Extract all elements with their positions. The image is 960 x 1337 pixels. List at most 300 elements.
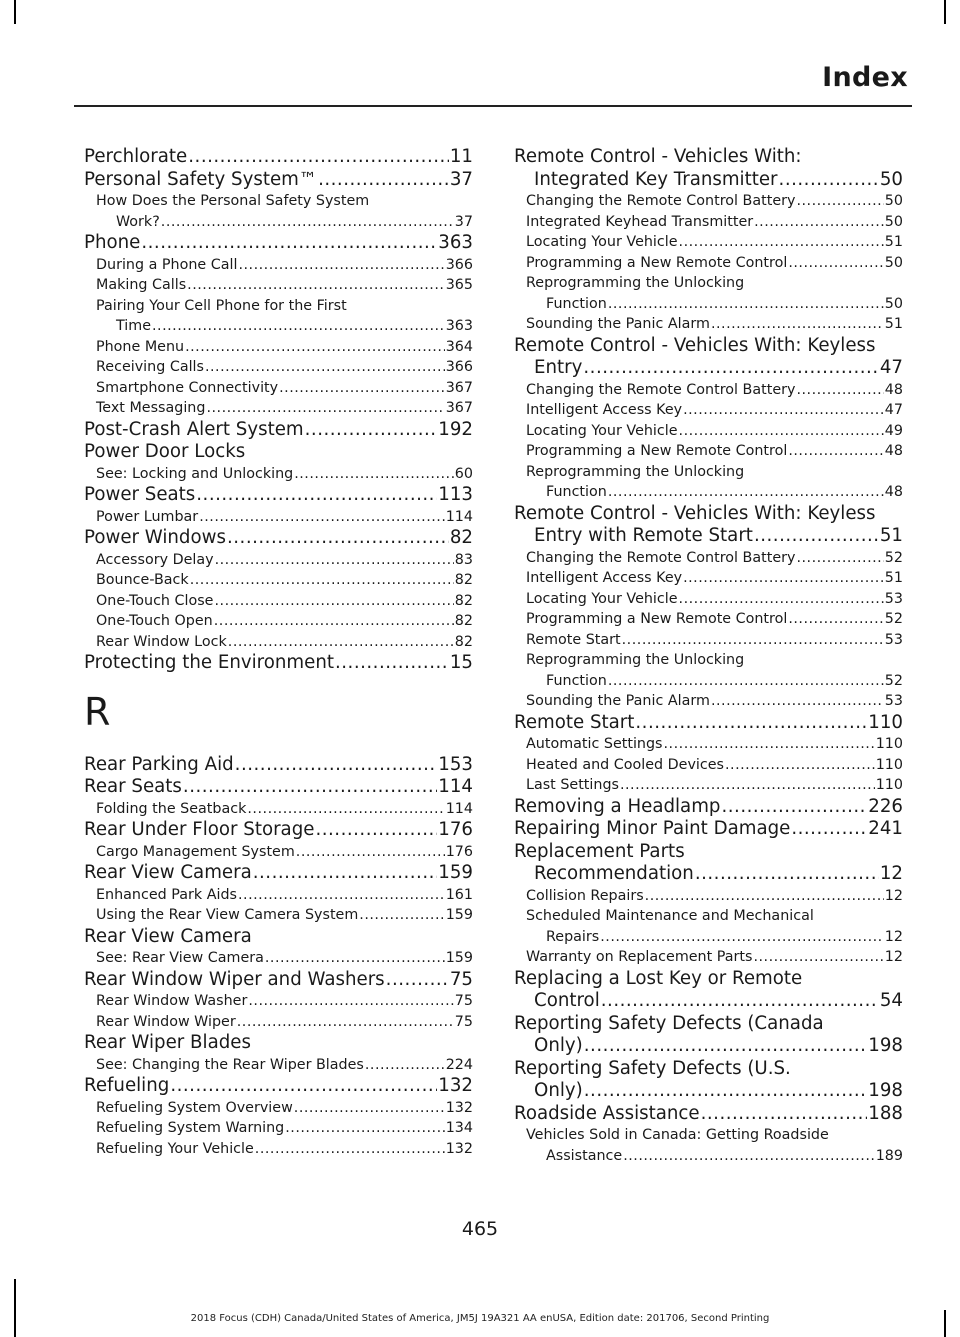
page-ref[interactable]: 114 [445, 508, 473, 525]
page-ref[interactable]: 50 [884, 295, 903, 312]
index-subentry-pairing-your-cell-phone-for-the-first[interactable] [84, 296, 473, 337]
index-subentry-rear-window-washer[interactable] [84, 991, 473, 1012]
entry-text: One-Touch Close [96, 592, 214, 609]
entry-text: Reprogramming the Unlocking [526, 652, 745, 668]
index-subentry-receiving-calls[interactable] [84, 357, 473, 378]
entry-text: Protecting the Environment [84, 652, 334, 673]
entry-text: Enhanced Park Aids [96, 886, 237, 903]
page-ref[interactable]: 12 [884, 887, 903, 904]
page-ref[interactable]: 83 [454, 551, 473, 568]
page-ref[interactable]: 367 [445, 379, 473, 396]
index-entry-post-crash-alert-system[interactable] [84, 419, 473, 442]
entry-text: Pairing Your Cell Phone for the First [96, 297, 347, 314]
footer-edition-info: 2018 Focus (CDH) Canada/United States of America, JM5J 19A321 AA enUSA, Edition date: 201706, Second Printing [190, 1313, 770, 1324]
index-subentry-collision-repairs[interactable] [514, 886, 903, 907]
index-subentry-folding-the-seatback[interactable] [84, 799, 473, 820]
page-ref[interactable]: 37 [454, 213, 473, 230]
index-subentry-refueling-your-vehicle[interactable] [84, 1139, 473, 1160]
page-ref[interactable]: 82 [449, 527, 473, 548]
index-subentry-one-touch-open[interactable] [84, 611, 473, 632]
index-entry-power-seats[interactable] [84, 484, 473, 507]
entry-text: Replacing a Lost Key or Remote [514, 967, 803, 989]
dot-leader [725, 755, 875, 776]
page-ref[interactable]: 114 [438, 776, 473, 797]
entry-text: During a Phone Call [96, 256, 238, 273]
page-ref[interactable]: 132 [445, 1140, 473, 1157]
page-ref[interactable]: 12 [884, 928, 903, 945]
entry-text-continued: Work? [116, 213, 160, 230]
dot-leader [238, 255, 444, 276]
index-subentry-how-does-the-personal-safety-system[interactable] [84, 191, 473, 232]
dot-leader [796, 380, 883, 401]
entry-text: Remote Control - Vehicles With: Keyless [514, 334, 876, 356]
page-ref[interactable]: 47 [884, 402, 903, 418]
page-ref[interactable]: 367 [445, 400, 473, 416]
entry-text: Automatic Settings [526, 736, 663, 752]
dot-leader [318, 169, 449, 192]
crop-mark-top-right [944, 0, 946, 24]
entry-text: Rear Seats [84, 776, 182, 797]
index-entry-power-door-locks[interactable] [84, 441, 473, 464]
index-subentry-sounding-the-panic-alarm[interactable] [514, 314, 903, 335]
entry-text: Vehicles Sold in Canada: Getting Roadside [526, 1127, 829, 1143]
index-entry-rear-wiper-blades[interactable] [84, 1032, 473, 1055]
entry-text: Programming a New Remote Control [526, 254, 788, 271]
page-ref[interactable]: 50 [884, 193, 903, 209]
entry-text: Refueling System Warning [96, 1120, 285, 1136]
index-subentry-warranty-on-replacement-parts[interactable] [514, 947, 903, 968]
entry-text: Last Settings [526, 777, 619, 793]
index-entry-refueling[interactable] [84, 1075, 473, 1098]
dot-leader [754, 212, 884, 233]
entry-text: Remote Control - Vehicles With: Keyless [514, 502, 876, 524]
dot-leader [199, 507, 445, 528]
entry-text: Smartphone Connectivity [96, 379, 279, 396]
dot-leader [608, 482, 884, 503]
dot-leader [228, 632, 454, 653]
index-entry-remote-control-vehicles-with-keyless[interactable] [514, 503, 903, 548]
index-subentry-changing-the-remote-control-battery[interactable] [514, 548, 903, 569]
entry-text: Sounding the Panic Alarm [526, 316, 710, 332]
dot-leader [205, 357, 445, 378]
page-ref[interactable]: 161 [445, 886, 473, 903]
dot-leader [190, 570, 454, 591]
index-subentry-making-calls[interactable] [84, 275, 473, 296]
dot-leader [600, 927, 884, 948]
page-ref[interactable]: 363 [438, 232, 473, 253]
dot-leader [791, 818, 867, 841]
entry-text: Changing the Remote Control Battery [526, 381, 796, 398]
index-subentry-reprogramming-the-unlocking[interactable] [514, 273, 903, 314]
index-entry-rear-seats[interactable] [84, 776, 473, 799]
index-subentry-programming-a-new-remote-control[interactable] [514, 253, 903, 274]
index-subentry-refueling-system-overview[interactable] [84, 1098, 473, 1119]
dot-leader [285, 1118, 444, 1139]
index-entry-reporting-safety-defects-canada[interactable] [514, 1013, 903, 1058]
dot-leader [253, 862, 438, 885]
index-subentry-enhanced-park-aids[interactable] [84, 885, 473, 906]
index-entry-replacement-parts[interactable] [514, 841, 903, 886]
entry-text: Text Messaging [96, 400, 206, 416]
page-ref[interactable]: 60 [454, 465, 473, 482]
dot-leader [622, 630, 884, 651]
dot-leader [214, 611, 454, 632]
index-subentry-power-lumbar[interactable] [84, 507, 473, 528]
page-ref[interactable]: 50 [879, 168, 903, 190]
dot-leader [215, 550, 454, 571]
entry-text: Power Door Locks [84, 441, 246, 462]
page-ref[interactable]: 51 [884, 316, 903, 332]
index-subentry-heated-and-cooled-devices[interactable] [514, 755, 903, 776]
entry-text-continued: Function [546, 672, 607, 689]
page-ref[interactable]: 54 [879, 990, 903, 1011]
index-subentry-locating-your-vehicle[interactable] [514, 589, 903, 610]
dot-leader [664, 734, 875, 755]
dot-leader [788, 609, 883, 630]
entry-text: Removing a Headlamp [514, 795, 721, 817]
entry-text: Bounce-Back [96, 572, 189, 588]
index-subentry-see-rear-view-camera[interactable] [84, 948, 473, 969]
page-ref[interactable]: 50 [884, 254, 903, 271]
page-ref[interactable]: 12 [879, 863, 903, 884]
dot-leader [227, 527, 449, 550]
page-ref[interactable]: 176 [445, 843, 473, 860]
dot-leader [247, 799, 444, 820]
entry-text-continued: Assistance [546, 1147, 623, 1164]
index-entry-repairing-minor-paint-damage[interactable] [514, 818, 903, 841]
dot-leader [265, 948, 445, 969]
index-column-right [514, 146, 903, 1166]
index-subentry-smartphone-connectivity[interactable] [84, 378, 473, 399]
entry-text: Changing the Remote Control Battery [526, 193, 796, 209]
dot-leader [608, 671, 884, 692]
page-ref[interactable]: 37 [449, 168, 473, 190]
entry-text: Rear Parking Aid [84, 753, 234, 775]
dot-leader [214, 591, 453, 612]
index-subentry-text-messaging[interactable] [84, 398, 473, 419]
index-subentry-reprogramming-the-unlocking[interactable] [514, 650, 903, 691]
page-ref[interactable]: 82 [454, 592, 473, 609]
entry-text: Receiving Calls [96, 359, 204, 375]
page-ref[interactable]: 48 [884, 443, 903, 459]
entry-text: Programming a New Remote Control [526, 611, 788, 627]
index-entry-power-windows[interactable] [84, 527, 473, 550]
entry-text: Changing the Remote Control Battery [526, 549, 796, 566]
entry-text: Warranty on Replacement Parts [526, 949, 753, 965]
entry-text: Rear Window Wiper and Washers [84, 968, 385, 990]
index-subentry-rear-window-wiper[interactable] [84, 1012, 473, 1033]
page-ref[interactable]: 48 [884, 381, 903, 398]
dot-leader [152, 316, 445, 337]
entry-text: Reporting Safety Defects (U.S. [514, 1057, 791, 1079]
dot-leader [170, 1075, 437, 1098]
dot-leader [255, 1139, 445, 1160]
page-ref[interactable]: 364 [445, 338, 473, 355]
entry-text-continued: Only) [534, 1080, 583, 1101]
index-subentry-rear-window-lock[interactable] [84, 632, 473, 653]
page-ref[interactable]: 75 [454, 1013, 473, 1030]
index-subentry-sounding-the-panic-alarm[interactable] [514, 691, 903, 712]
dot-leader [779, 169, 879, 192]
index-entry-removing-a-headlamp[interactable] [514, 796, 903, 819]
index-subentry-scheduled-maintenance-and-mechanical[interactable] [514, 906, 903, 947]
dot-leader [187, 275, 445, 296]
entry-text-continued: Function [546, 295, 607, 312]
entry-text: Refueling System Overview [96, 1099, 293, 1116]
page-ref[interactable]: 363 [445, 318, 473, 334]
page-ref[interactable]: 366 [445, 359, 473, 375]
index-subentry-vehicles-sold-in-canada-getting-roadside[interactable] [514, 1125, 903, 1166]
index-entry-remote-start[interactable] [514, 712, 903, 735]
entry-text-continued: Only) [534, 1035, 583, 1056]
dot-leader [788, 253, 883, 274]
index-entry-rear-window-wiper-and-washers[interactable] [84, 969, 473, 992]
page-ref[interactable]: 47 [879, 357, 903, 378]
entry-text: See: Rear View Camera [96, 950, 264, 966]
index-subentry-intelligent-access-key[interactable] [514, 400, 903, 421]
index-subentry-intelligent-access-key[interactable] [514, 568, 903, 589]
page-ref[interactable]: 113 [438, 484, 473, 505]
page-ref[interactable]: 82 [454, 572, 473, 588]
entry-text-continued: Entry [534, 357, 583, 378]
dot-leader [608, 294, 884, 315]
page-ref[interactable]: 53 [884, 631, 903, 648]
crop-mark-top-left [14, 0, 16, 24]
page-ref[interactable]: 82 [454, 613, 473, 629]
page-ref[interactable]: 48 [884, 484, 903, 500]
dot-leader [315, 819, 437, 842]
page-ref[interactable]: 188 [868, 1102, 903, 1124]
dot-leader [237, 1012, 454, 1033]
page-ref[interactable]: 189 [875, 1147, 903, 1164]
dot-leader [185, 337, 445, 358]
index-entry-replacing-a-lost-key-or-remote[interactable] [514, 968, 903, 1013]
page-ref[interactable]: 198 [868, 1080, 903, 1101]
section-letter: R [84, 689, 111, 734]
page-ref[interactable]: 53 [884, 590, 903, 607]
page-ref[interactable]: 241 [868, 818, 903, 839]
entry-text: Refueling [84, 1075, 170, 1096]
dot-leader [238, 885, 445, 906]
dot-leader [695, 863, 879, 886]
index-entry-personal-safety-system[interactable] [84, 169, 473, 192]
dot-leader [679, 421, 884, 442]
index-entry-perchlorate[interactable] [84, 146, 473, 169]
entry-text: Perchlorate [84, 146, 188, 167]
index-subentry-locating-your-vehicle[interactable] [514, 421, 903, 442]
index-entry-rear-parking-aid[interactable] [84, 754, 473, 777]
dot-leader [248, 991, 453, 1012]
entry-text-continued: Recommendation [534, 863, 694, 884]
page-ref[interactable]: 159 [445, 950, 473, 966]
page-ref[interactable]: 49 [884, 422, 903, 439]
entry-text: Sounding the Panic Alarm [526, 693, 710, 709]
entry-text-continued: Entry with Remote Start [534, 525, 753, 546]
entry-text: Power Lumbar [96, 508, 199, 525]
entry-text: Refueling Your Vehicle [96, 1140, 254, 1157]
entry-text: Collision Repairs [526, 887, 644, 904]
index-subentry-changing-the-remote-control-battery[interactable] [514, 191, 903, 212]
index-subentry-phone-menu[interactable] [84, 337, 473, 358]
entry-text-continued: Integrated Key Transmitter [534, 168, 778, 190]
index-subentry-accessory-delay[interactable] [84, 550, 473, 571]
dot-leader [365, 1055, 445, 1076]
entry-text: See: Locking and Unlocking [96, 465, 294, 482]
entry-text: Remote Control - Vehicles With: [514, 146, 802, 167]
page-ref[interactable]: 110 [875, 777, 903, 793]
dot-leader [279, 378, 445, 399]
index-entry-reporting-safety-defects-u-s[interactable] [514, 1058, 903, 1103]
page-ref[interactable]: 114 [445, 800, 473, 817]
page-ref[interactable]: 110 [875, 736, 903, 752]
dot-leader [796, 191, 883, 212]
index-subentry-locating-your-vehicle[interactable] [514, 232, 903, 253]
entry-text: Rear Wiper Blades [84, 1032, 251, 1053]
entry-text: One-Touch Open [96, 613, 213, 629]
dot-leader [141, 232, 437, 255]
dot-leader [754, 525, 879, 548]
dot-leader [645, 886, 884, 907]
dot-leader [196, 484, 437, 507]
entry-text: Roadside Assistance [514, 1102, 700, 1124]
entry-text: Remote Start [514, 711, 635, 733]
index-subentry-last-settings[interactable] [514, 775, 903, 796]
index-entry-rear-under-floor-storage[interactable] [84, 819, 473, 842]
index-subentry-reprogramming-the-unlocking[interactable] [514, 462, 903, 503]
page-ref[interactable]: 50 [884, 213, 903, 230]
entry-text: Programming a New Remote Control [526, 443, 788, 459]
entry-text-continued: Time [116, 318, 151, 334]
entry-text: Scheduled Maintenance and Mechanical [526, 908, 814, 924]
dot-leader [679, 589, 884, 610]
entry-text-continued: Function [546, 484, 607, 500]
entry-text: Reprogramming the Unlocking [526, 275, 745, 291]
index-subentry-during-a-phone-call[interactable] [84, 255, 473, 276]
dot-leader [711, 314, 884, 335]
dot-leader [683, 568, 884, 589]
dot-leader [796, 548, 883, 569]
page-ref[interactable]: 134 [445, 1120, 473, 1136]
page-ref[interactable]: 51 [879, 525, 903, 546]
dot-leader [623, 1146, 875, 1167]
page-title: Index [822, 62, 908, 93]
page-ref[interactable]: 52 [884, 672, 903, 689]
index-subentry-cargo-management-system[interactable] [84, 842, 473, 863]
page-ref[interactable]: 53 [884, 693, 903, 709]
entry-text: Power Seats [84, 484, 196, 505]
page-ref[interactable]: 159 [445, 907, 473, 923]
index-entry-protecting-the-environment[interactable] [84, 652, 473, 675]
index-column-left [84, 146, 473, 1159]
index-subentry-integrated-keyhead-transmitter[interactable] [514, 212, 903, 233]
index-entry-rear-view-camera[interactable] [84, 926, 473, 949]
page-ref[interactable]: 82 [454, 633, 473, 650]
page-ref[interactable]: 51 [884, 234, 903, 250]
page-ref[interactable]: 12 [884, 949, 903, 965]
page-ref[interactable]: 52 [884, 549, 903, 566]
page-ref[interactable]: 75 [454, 993, 473, 1009]
index-subentry-see-locking-and-unlocking[interactable] [84, 464, 473, 485]
page-ref[interactable]: 51 [884, 570, 903, 586]
index-subentry-bounce-back[interactable] [84, 570, 473, 591]
dot-leader [711, 691, 884, 712]
page-ref[interactable]: 366 [445, 256, 473, 273]
index-entry-roadside-assistance[interactable] [514, 1103, 903, 1126]
entry-text: Making Calls [96, 277, 187, 293]
index-subentry-programming-a-new-remote-control[interactable] [514, 441, 903, 462]
index-subentry-refueling-system-warning[interactable] [84, 1118, 473, 1139]
entry-text: Rear View Camera [84, 862, 252, 883]
entry-text: Locating Your Vehicle [526, 234, 678, 250]
dot-leader [206, 398, 444, 419]
entry-text: Locating Your Vehicle [526, 590, 678, 607]
entry-text: Personal Safety System™ [84, 168, 318, 190]
dot-leader [359, 905, 444, 926]
index-subentry-remote-start[interactable] [514, 630, 903, 651]
index-subentry-automatic-settings[interactable] [514, 734, 903, 755]
page-ref[interactable]: 192 [438, 418, 473, 440]
entry-text: Rear Window Wiper [96, 1013, 236, 1030]
entry-text: Remote Start [526, 631, 621, 648]
entry-text: Post-Crash Alert System [84, 418, 304, 440]
page-ref[interactable]: 365 [445, 277, 473, 293]
entry-text: Power Windows [84, 527, 226, 548]
index-subentry-programming-a-new-remote-control[interactable] [514, 609, 903, 630]
page-ref[interactable]: 52 [884, 611, 903, 627]
entry-text: Rear Under Floor Storage [84, 819, 315, 840]
entry-text-continued: Control [534, 990, 600, 1011]
page-ref[interactable]: 176 [438, 819, 473, 840]
page-ref[interactable]: 224 [445, 1056, 473, 1073]
entry-text: Rear Window Lock [96, 633, 227, 650]
index-subentry-using-the-rear-view-camera-system[interactable] [84, 905, 473, 926]
entry-text: Repairing Minor Paint Damage [514, 818, 791, 839]
page-ref[interactable]: 15 [449, 652, 473, 673]
entry-text: Locating Your Vehicle [526, 422, 678, 439]
dot-leader [701, 1103, 868, 1126]
page-ref[interactable]: 159 [438, 862, 473, 883]
dot-leader [161, 212, 454, 233]
dot-leader [753, 947, 883, 968]
page-ref[interactable]: 132 [445, 1099, 473, 1116]
dot-leader [386, 969, 449, 992]
page-ref[interactable]: 198 [868, 1035, 903, 1056]
dot-leader [683, 400, 884, 421]
page-ref[interactable]: 226 [868, 795, 903, 817]
entry-text: Integrated Keyhead Transmitter [526, 213, 754, 230]
page-number: 465 [461, 1218, 499, 1240]
index-entry-remote-control-vehicles-with-keyless[interactable] [514, 335, 903, 380]
dot-leader [583, 357, 878, 380]
page-ref[interactable]: 11 [449, 146, 473, 167]
dot-leader [296, 842, 445, 863]
index-subentry-one-touch-close[interactable] [84, 591, 473, 612]
index-subentry-see-changing-the-rear-wiper-blades[interactable] [84, 1055, 473, 1076]
dot-leader [721, 796, 867, 819]
header-rule [74, 105, 912, 107]
index-entry-phone[interactable] [84, 232, 473, 255]
page-ref[interactable]: 110 [875, 756, 903, 773]
page-ref[interactable]: 153 [438, 753, 473, 775]
page-ref[interactable]: 132 [438, 1075, 473, 1096]
page-ref[interactable]: 110 [868, 711, 903, 733]
index-entry-rear-view-camera[interactable] [84, 862, 473, 885]
page-ref[interactable]: 75 [449, 968, 473, 990]
entry-text: Intelligent Access Key [526, 570, 683, 586]
dot-leader [294, 464, 454, 485]
index-entry-remote-control-vehicles-with[interactable] [514, 146, 903, 191]
index-subentry-changing-the-remote-control-battery[interactable] [514, 380, 903, 401]
